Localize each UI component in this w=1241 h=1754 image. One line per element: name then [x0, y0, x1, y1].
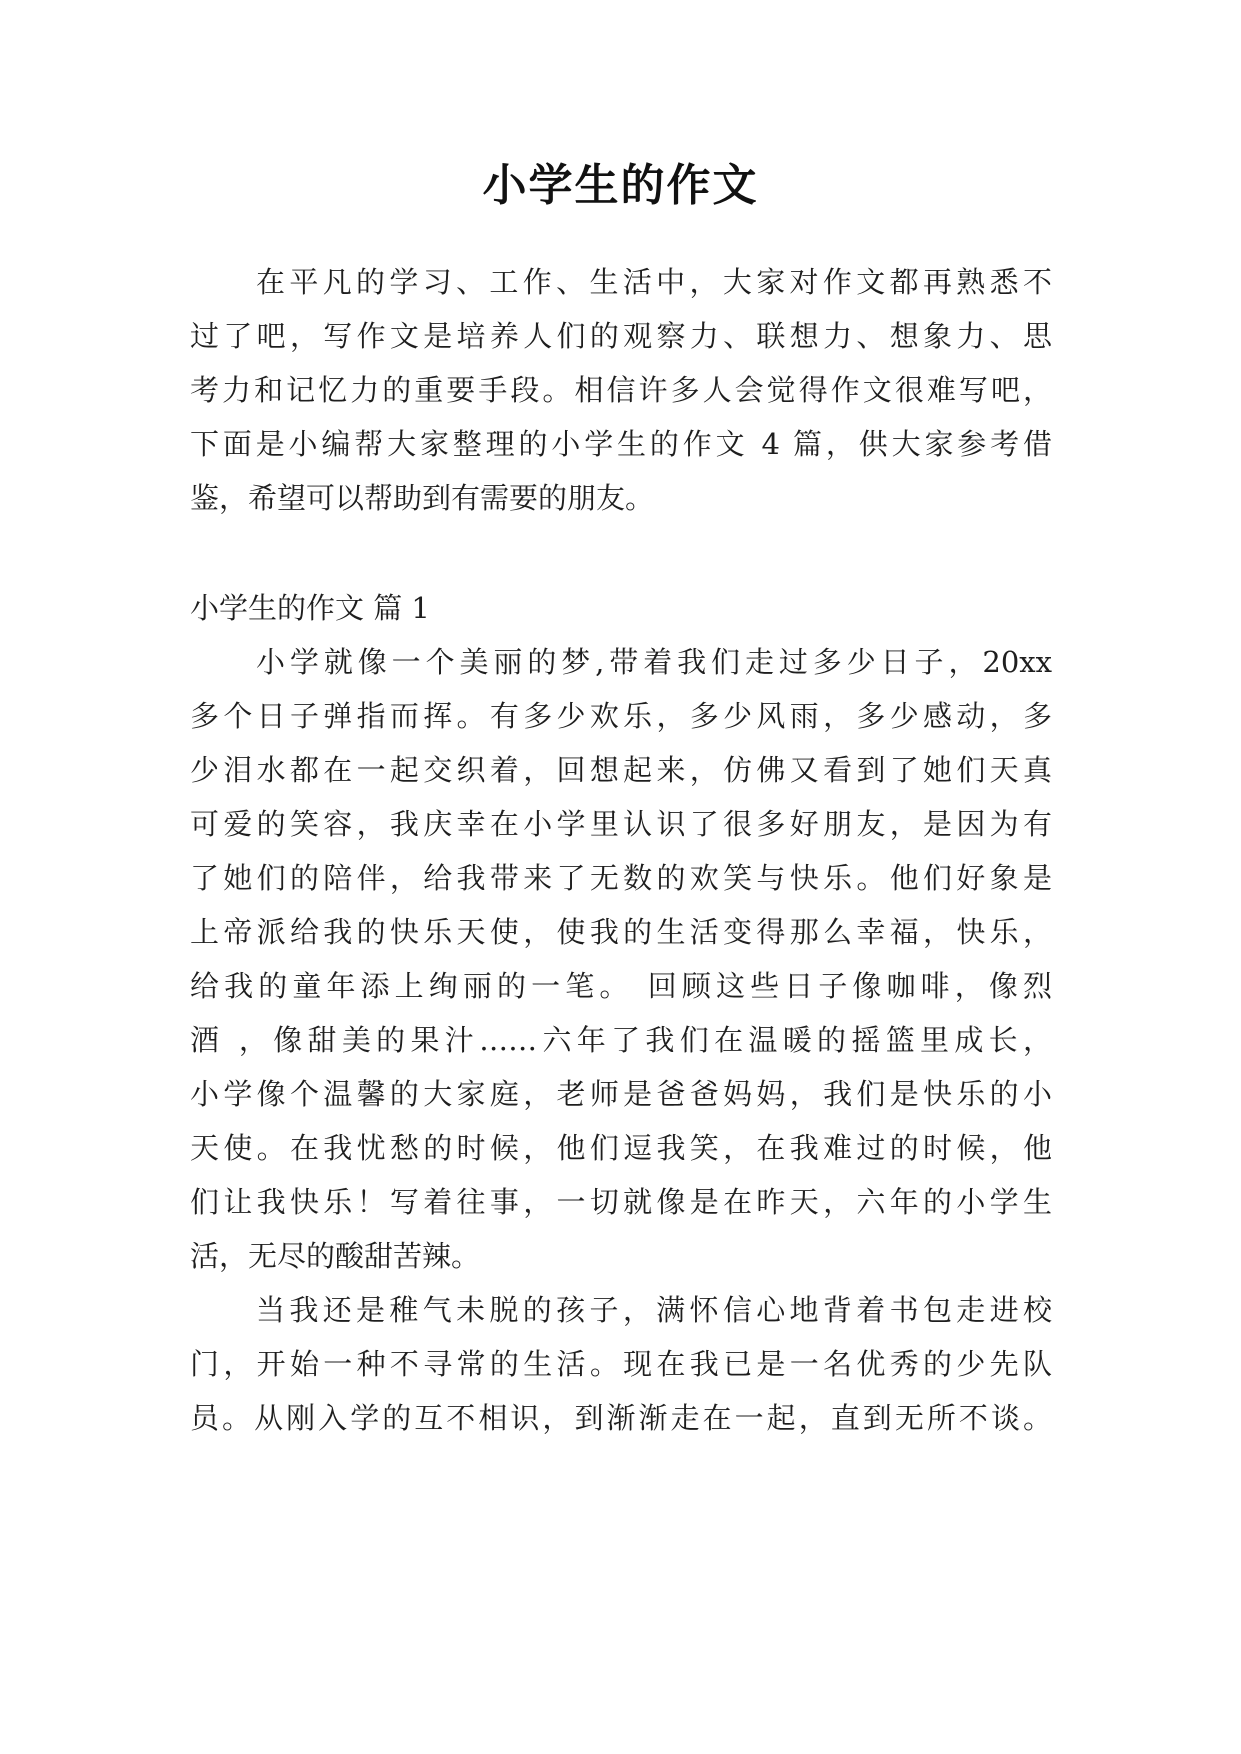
paragraph-line: 当我还是稚气未脱的孩子，满怀信心地背着书包走进校: [256, 1293, 1052, 1327]
paragraph-line: 们让我快乐！写着往事，一切就像是在昨天，六年的小学生: [190, 1185, 1052, 1219]
intro-line: 过了吧，写作文是培养人们的观察力、联想力、想象力、思: [190, 319, 1052, 353]
paragraph-line: 门，开始一种不寻常的生活。现在我已是一名优秀的少先队: [190, 1347, 1052, 1381]
intro-line: 考力和记忆力的重要手段。相信许多人会觉得作文很难写吧，: [190, 373, 1052, 407]
section-heading: 小学生的作文 篇 1: [190, 591, 430, 625]
paragraph-line: 酒 ，像甜美的果汁……六年了我们在温暖的摇篮里成长，: [190, 1023, 1052, 1057]
intro-line: 鉴，希望可以帮助到有需要的朋友。: [190, 481, 655, 515]
paragraph-line: 上帝派给我的快乐天使，使我的生活变得那么幸福，快乐，: [190, 915, 1052, 949]
paragraph-line: 小学像个温馨的大家庭，老师是爸爸妈妈，我们是快乐的小: [190, 1077, 1052, 1111]
paragraph-line: 了她们的陪伴，给我带来了无数的欢笑与快乐。他们好象是: [190, 861, 1052, 895]
paragraph-line: 给我的童年添上绚丽的一笔。 回顾这些日子像咖啡，像烈: [190, 969, 1052, 1003]
paragraph-line: 天使。在我忧愁的时候，他们逗我笑，在我难过的时候，他: [190, 1131, 1052, 1165]
paragraph-line: 活，无尽的酸甜苦辣。: [190, 1239, 481, 1273]
paragraph-line: 少泪水都在一起交织着，回想起来，仿佛又看到了她们天真: [190, 753, 1052, 787]
intro-line: 下面是小编帮大家整理的小学生的作文 4 篇，供大家参考借: [190, 427, 1052, 461]
paragraph-line: 小学就像一个美丽的梦,带着我们走过多少日子，20xx: [256, 645, 1052, 679]
paragraph-line: 多个日子弹指而挥。有多少欢乐，多少风雨，多少感动，多: [190, 699, 1052, 733]
page-title: 小学生的作文: [482, 160, 759, 211]
paragraph-line: 可爱的笑容，我庆幸在小学里认识了很多好朋友，是因为有: [190, 807, 1052, 841]
paragraph-line: 员。从刚入学的互不相识，到渐渐走在一起，直到无所不谈。: [190, 1401, 1052, 1435]
intro-line: 在平凡的学习、工作、生活中，大家对作文都再熟悉不: [256, 265, 1052, 299]
